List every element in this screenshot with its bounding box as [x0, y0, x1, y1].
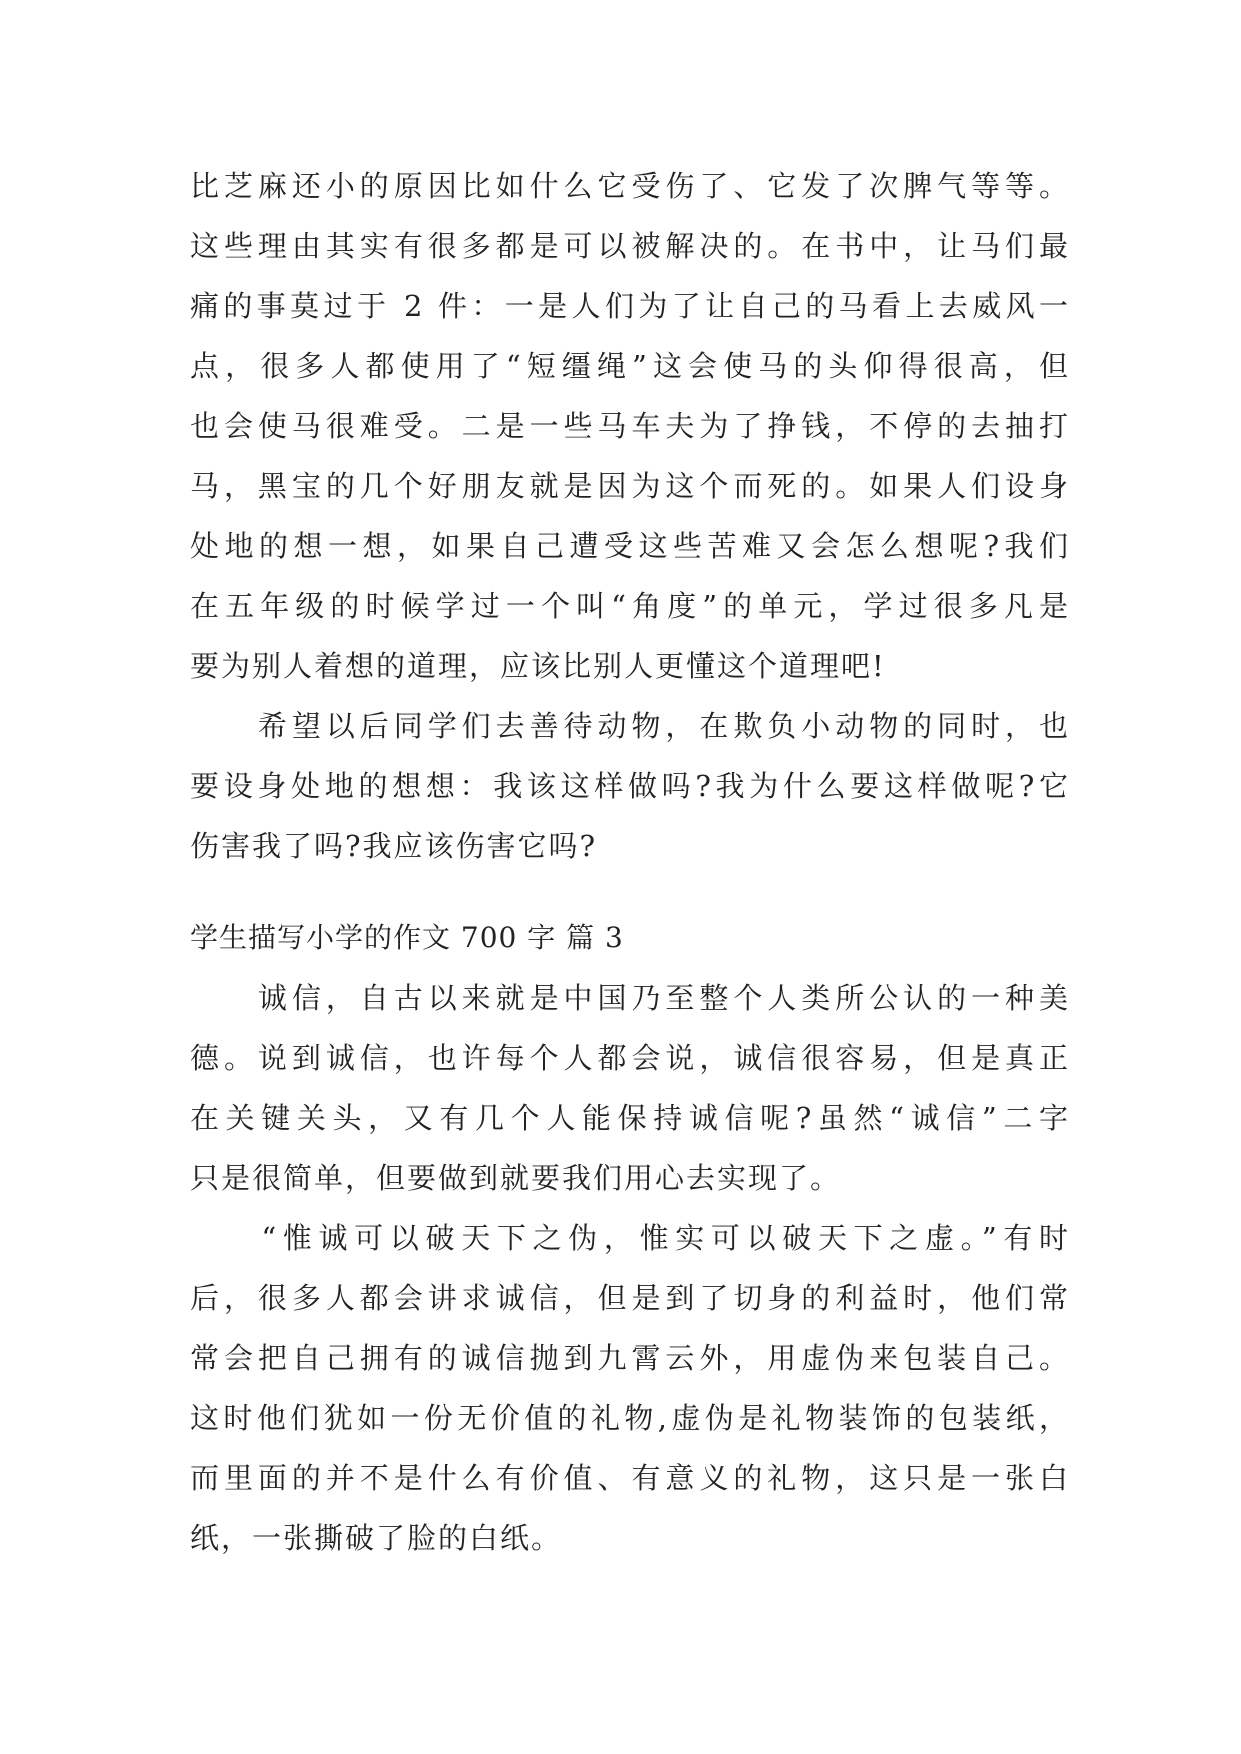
- text-line: 比芝麻还小的原因比如什么它受伤了、它发了次脾气等等。: [190, 169, 1070, 203]
- text-line: 伤害我了吗?我应该伤害它吗?: [190, 829, 598, 863]
- essay-heading: [190, 908, 642, 968]
- text-line: 痛的事莫过于 2 件：一是人们为了让自己的马看上去威风一: [190, 289, 1070, 323]
- text-line: 在五年级的时候学过一个叫“角度”的单元，学过很多凡是: [190, 589, 1070, 623]
- text-line: 后，很多人都会讲求诚信，但是到了切身的利益时，他们常: [190, 1281, 1070, 1315]
- text-line: 要设身处地的想想：我该这样做吗?我为什么要这样做呢?它: [190, 769, 1070, 803]
- essay-part-label: 篇 3: [566, 921, 624, 954]
- text-line: 而里面的并不是什么有价值、有意义的礼物，这只是一张白: [190, 1461, 1070, 1495]
- text-line: 希望以后同学们去善待动物，在欺负小动物的同时，也: [190, 709, 1070, 743]
- text-line: 纸，一张撕破了脸的白纸。: [190, 1521, 563, 1555]
- text-line: 也会使马很难受。二是一些马车夫为了挣钱，不停的去抽打: [190, 409, 1070, 443]
- essay-title: 学生描写小学的作文 700 字: [190, 921, 557, 954]
- text-line: 只是很简单，但要做到就要我们用心去实现了。: [190, 1161, 842, 1195]
- text-line: 在关键关头，又有几个人能保持诚信呢?虽然“诚信”二字: [190, 1101, 1070, 1135]
- text-line: 点，很多人都使用了“短缰绳”这会使马的头仰得很高，但: [190, 349, 1070, 383]
- text-line: “惟诚可以破天下之伪，惟实可以破天下之虚。”有时: [190, 1221, 1070, 1255]
- text-line: 常会把自己拥有的诚信抛到九霄云外，用虚伪来包装自己。: [190, 1341, 1070, 1375]
- text-line: 德。说到诚信，也许每个人都会说，诚信很容易，但是真正: [190, 1041, 1070, 1075]
- text-line: 这时他们犹如一份无价值的礼物,虚伪是礼物装饰的包装纸，: [190, 1401, 1070, 1435]
- text-line: 这些理由其实有很多都是可以被解决的。在书中，让马们最: [190, 229, 1070, 263]
- text-line: 诚信，自古以来就是中国乃至整个人类所公认的一种美: [190, 981, 1070, 1015]
- text-line: 要为别人着想的道理，应该比别人更懂这个道理吧!: [190, 649, 886, 683]
- text-line: 马，黑宝的几个好朋友就是因为这个而死的。如果人们设身: [190, 469, 1070, 503]
- text-line: 处地的想一想，如果自己遭受这些苦难又会怎么想呢?我们: [190, 529, 1070, 563]
- essay-section-2: [190, 968, 1070, 1568]
- essay-section-1: [190, 156, 1070, 876]
